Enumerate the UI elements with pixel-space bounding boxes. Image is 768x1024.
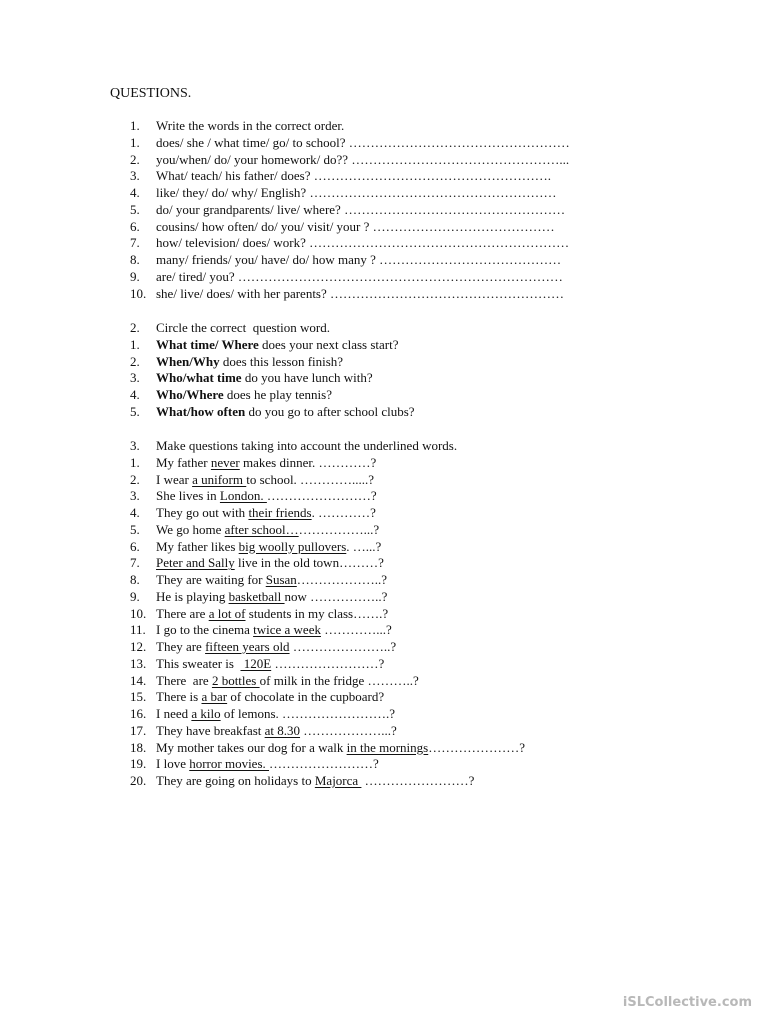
line-text <box>156 773 474 790</box>
line-number: 12. <box>130 639 147 654</box>
line-text <box>156 168 551 185</box>
underlined-words: Susan <box>265 572 297 587</box>
line-number: 13. <box>130 655 147 671</box>
exercise-line <box>130 539 750 556</box>
line-text <box>156 505 376 522</box>
exercise-line <box>130 168 750 185</box>
exercise-line <box>130 337 750 354</box>
text-run: …………………..? <box>289 639 397 654</box>
exercise-line <box>130 656 750 673</box>
text-run: you/when/ do/ your homework/ do?? …………………………………………... <box>156 151 570 167</box>
line-text <box>156 639 396 656</box>
text-run: are/ tired/ you? ………………………………………………………………… <box>156 268 563 284</box>
underlined-words: at 8.30 <box>264 722 301 738</box>
section-make-questions <box>130 438 750 790</box>
line-text <box>156 522 379 539</box>
line-text <box>156 673 419 690</box>
section-heading <box>130 438 750 455</box>
text-run: does your next class start? <box>258 336 399 352</box>
line-text <box>156 472 374 489</box>
text-run: makes dinner. …………? <box>239 454 377 470</box>
exercise-line <box>130 740 750 757</box>
line-text <box>156 269 563 286</box>
line-number: 9. <box>130 268 140 284</box>
bold-question-words: Who/what time <box>156 370 242 386</box>
text-run: now ……………..? <box>284 588 388 604</box>
line-number: 11. <box>130 622 146 638</box>
exercise-line <box>130 219 750 236</box>
text-run: ………………..? <box>296 572 388 587</box>
exercise-line <box>130 404 750 421</box>
text-run: I go to the cinema <box>156 622 254 638</box>
watermark-logo: iSLCollective.com <box>622 995 752 1010</box>
line-text <box>156 370 373 387</box>
text-run: My mother takes our dog for a walk <box>156 739 347 755</box>
underlined-words: a uniform <box>192 471 247 487</box>
text-run: I love <box>156 756 190 772</box>
underlined-words: basketball <box>228 588 285 604</box>
text-run: students in my class…….? <box>245 605 389 621</box>
text-run: My father <box>156 454 211 470</box>
line-number: 20. <box>130 773 147 788</box>
underlined-words: a lot of <box>208 605 246 621</box>
line-text <box>156 723 397 740</box>
exercise-line <box>130 723 750 740</box>
line-text <box>156 706 395 723</box>
text-run: What/ teach/ his father/ does? ………………………………………………. <box>156 168 551 184</box>
exercise-line <box>130 286 750 303</box>
text-run: This sweater is <box>156 655 241 671</box>
exercise-line <box>130 522 750 539</box>
exercise-line <box>130 639 750 656</box>
text-run: They are going on holidays to <box>156 773 315 788</box>
underlined-words: Peter and Sally <box>156 555 235 571</box>
bold-question-words: When/Why <box>156 353 220 369</box>
exercise-line <box>130 185 750 202</box>
line-text <box>156 337 399 354</box>
line-number: 1. <box>130 134 140 150</box>
line-number: 6. <box>130 218 140 234</box>
line-text <box>156 656 384 673</box>
text-run: of milk in the fridge ………..? <box>259 672 419 688</box>
text-run: Make questions taking into account the underlined words. <box>156 438 458 453</box>
line-text <box>156 252 561 269</box>
exercise-line <box>130 488 750 505</box>
underlined-words: big woolly pullovers <box>238 538 347 554</box>
text-run: do/ your grandparents/ live/ where? …………………………………………… <box>156 201 566 217</box>
text-run: There is <box>156 689 202 705</box>
bold-question-words: What time/ Where <box>156 336 259 352</box>
exercise-line <box>130 472 750 489</box>
line-number: 7. <box>130 235 140 251</box>
line-number: 1. <box>130 336 140 352</box>
exercise-line <box>130 252 750 269</box>
line-text <box>156 404 415 421</box>
text-run: Write the words in the correct order. <box>156 118 345 133</box>
text-run: to school. ………….....? <box>246 471 375 487</box>
text-run: ……………...? <box>298 521 380 537</box>
line-number: 9. <box>130 588 140 604</box>
line-text <box>156 202 565 219</box>
line-text <box>156 152 569 169</box>
line-text <box>156 135 570 152</box>
line-text <box>156 235 569 252</box>
line-text <box>156 572 387 589</box>
line-text <box>156 455 376 472</box>
line-number: 3. <box>130 438 140 453</box>
exercise-line <box>130 235 750 252</box>
text-run: ………………...? <box>300 722 397 738</box>
line-text <box>156 118 344 135</box>
underlined-words: 120E <box>240 655 272 671</box>
exercise-line <box>130 135 750 152</box>
text-run: We go home <box>156 521 225 537</box>
line-text <box>156 320 330 337</box>
line-number: 18. <box>130 739 147 755</box>
line-number: 5. <box>130 403 140 419</box>
exercise-line <box>130 673 750 690</box>
line-number: 7. <box>130 555 140 571</box>
page-title: QUESTIONS. <box>110 86 192 101</box>
text-run: ……………………? <box>266 488 377 504</box>
line-text <box>156 286 564 303</box>
text-run: I wear <box>156 471 193 487</box>
line-number: 8. <box>130 572 140 587</box>
text-run: ……………………? <box>361 773 475 788</box>
line-text <box>156 589 387 606</box>
line-number: 15. <box>130 689 147 705</box>
underlined-words: Majorca <box>314 773 362 788</box>
text-run: …………………? <box>428 739 526 755</box>
exercise-line <box>130 622 750 639</box>
text-run: live in the old town………? <box>234 555 384 571</box>
text-run: many/ friends/ you/ have/ do/ how many ? …………………………………… <box>156 252 562 267</box>
line-number: 3. <box>130 370 140 386</box>
text-run: does he play tennis? <box>223 387 332 402</box>
text-run: They go out with <box>156 505 249 520</box>
text-run: do you go to after school clubs? <box>245 403 415 419</box>
section-heading <box>130 320 750 337</box>
exercise-line <box>130 370 750 387</box>
exercise-line <box>130 152 750 169</box>
section-word-order <box>130 118 750 302</box>
underlined-words: a kilo <box>191 706 221 721</box>
text-run: My father likes <box>156 538 239 554</box>
underlined-words: never <box>210 454 240 470</box>
exercise-line <box>130 555 750 572</box>
line-number: 2. <box>130 151 140 167</box>
line-text <box>156 185 556 202</box>
line-number: 2. <box>130 471 140 487</box>
line-number: 4. <box>130 387 140 402</box>
line-text <box>156 539 381 556</box>
line-text <box>156 438 457 455</box>
line-number: 1. <box>130 454 140 470</box>
text-run: does this lesson finish? <box>219 353 344 369</box>
text-run: Circle the correct question word. <box>156 320 330 335</box>
text-run: of chocolate in the cupboard? <box>227 689 385 705</box>
line-number: 3. <box>130 488 140 504</box>
exercise-line <box>130 756 750 773</box>
line-number: 14. <box>130 672 147 688</box>
line-number: 5. <box>130 521 140 537</box>
text-run: like/ they/ do/ why/ English? ………………………………………………… <box>156 185 557 200</box>
line-text <box>156 488 377 505</box>
text-run: They are waiting for <box>156 572 266 587</box>
underlined-words: London. <box>219 488 267 504</box>
line-number: 16. <box>130 706 147 721</box>
exercise-line <box>130 354 750 371</box>
exercise-line <box>130 689 750 706</box>
line-number: 4. <box>130 505 140 520</box>
line-number: 5. <box>130 201 140 217</box>
text-run: . …………? <box>311 505 376 520</box>
line-number: 2. <box>130 353 140 369</box>
text-run: There are <box>156 605 209 621</box>
bold-question-words: Who/Where <box>156 387 224 402</box>
line-text <box>156 622 392 639</box>
text-run: ……………………? <box>269 756 379 772</box>
text-run: There are <box>156 672 212 688</box>
bold-question-words: What/how often <box>156 403 246 419</box>
text-run: how/ television/ does/ work? …………………………………………………… <box>156 235 570 251</box>
line-number: 8. <box>130 252 140 267</box>
text-run: They have breakfast <box>156 722 265 738</box>
exercise-line <box>130 505 750 522</box>
line-text <box>156 354 343 371</box>
exercise-line <box>130 706 750 723</box>
section-question-words <box>130 320 750 421</box>
line-number: 6. <box>130 538 140 554</box>
exercise-line <box>130 387 750 404</box>
line-number: 1. <box>130 118 140 133</box>
line-number: 10. <box>130 285 147 301</box>
line-number: 19. <box>130 756 147 772</box>
exercise-line <box>130 589 750 606</box>
exercise-line <box>130 773 750 790</box>
underlined-words: a bar <box>201 689 228 705</box>
line-number: 10. <box>130 605 147 621</box>
line-text <box>156 740 525 757</box>
text-run: do you have lunch with? <box>241 370 373 386</box>
underlined-words: 2 bottles <box>211 672 260 688</box>
text-run: She lives in <box>156 488 220 504</box>
exercise-line <box>130 572 750 589</box>
text-run: . …...? <box>346 538 382 554</box>
line-text <box>156 219 555 236</box>
text-run: …………...? <box>320 622 392 638</box>
line-text <box>156 756 379 773</box>
section-heading <box>130 118 750 135</box>
text-run: of lemons. …………………….? <box>220 706 396 721</box>
underlined-words: in the mornings <box>346 739 429 755</box>
line-number: 3. <box>130 168 140 184</box>
text-run: does/ she / what time/ go/ to school? …………………………………………… <box>156 134 570 150</box>
underlined-words: twice a week <box>253 622 321 638</box>
line-text <box>156 689 384 706</box>
line-text <box>156 555 384 572</box>
exercise-line <box>130 455 750 472</box>
text-run: ……………………? <box>271 655 385 671</box>
line-text <box>156 606 388 623</box>
line-number: 4. <box>130 185 140 200</box>
underlined-words: fifteen years old <box>205 639 290 654</box>
text-run: He is playing <box>156 588 229 604</box>
exercise-line <box>130 269 750 286</box>
text-run: she/ live/ does/ with her parents? ……………………………………………… <box>156 285 565 301</box>
underlined-words: their friends <box>248 505 312 520</box>
line-number: 2. <box>130 320 140 335</box>
exercise-line <box>130 202 750 219</box>
line-number: 17. <box>130 722 147 738</box>
text-run: cousins/ how often/ do/ you/ visit/ your ? …………………………………… <box>156 218 555 234</box>
text-run: I need <box>156 706 192 721</box>
exercise-line <box>130 606 750 623</box>
underlined-words: horror movies. <box>189 756 270 772</box>
line-text <box>156 387 332 404</box>
text-run: They are <box>156 639 206 654</box>
underlined-words: after school… <box>224 521 299 537</box>
